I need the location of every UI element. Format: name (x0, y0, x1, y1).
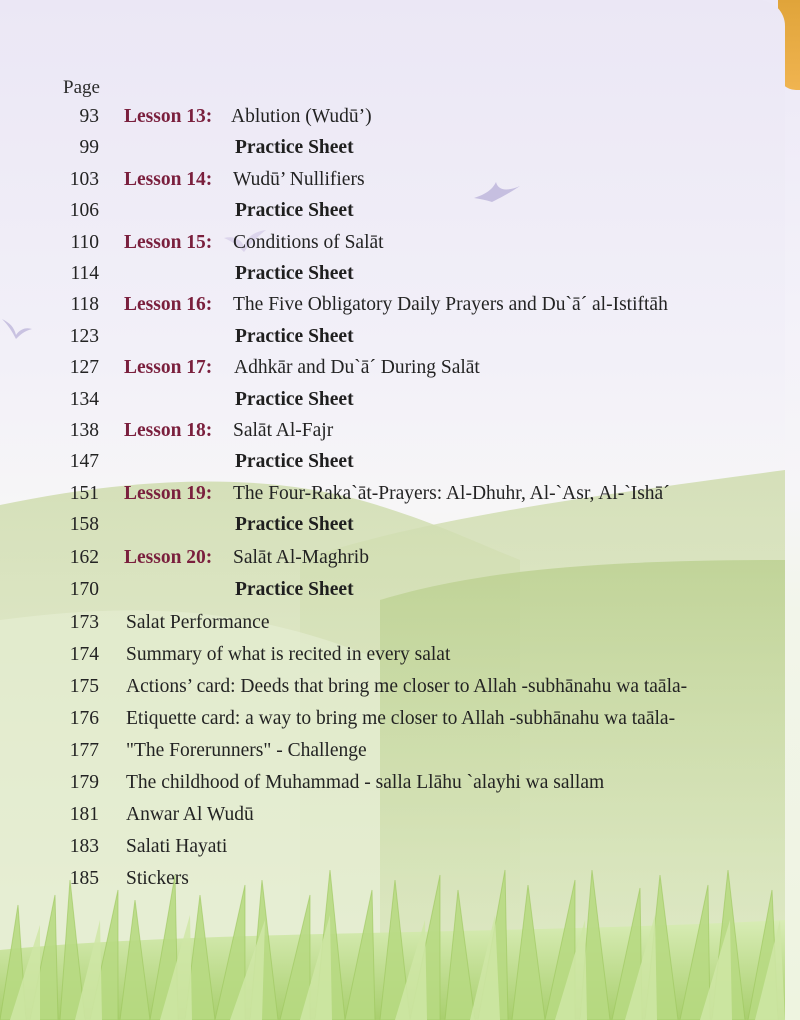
page-number: 93 (79, 106, 99, 127)
toc-lesson-row (0, 483, 785, 511)
toc-extra-row (0, 836, 785, 864)
page-number: 175 (69, 676, 99, 697)
toc-practice-row (0, 579, 785, 607)
toc-lesson-row (0, 232, 785, 260)
toc-lesson-row (0, 420, 785, 448)
toc-extra-row (0, 708, 785, 736)
page-number: 177 (69, 740, 99, 761)
toc-practice-row (0, 389, 785, 417)
page-number: 183 (69, 836, 99, 857)
lesson-title: The Four-Raka`āt-Prayers: Al-Dhuhr, Al-`Asr, Al-`Ishā´ (233, 482, 670, 504)
practice-sheet-label: Practice Sheet (235, 578, 354, 600)
page-number: 185 (69, 868, 99, 889)
page-number: 170 (69, 578, 99, 600)
lesson-label: Lesson 17: (124, 357, 213, 379)
toc-practice-row (0, 514, 785, 542)
section-title: Summary of what is recited in every salat (126, 644, 451, 665)
practice-sheet-label: Practice Sheet (235, 388, 354, 410)
lesson-label: Lesson 13: (124, 106, 213, 127)
lesson-title: Salāt Al-Fajr (233, 420, 334, 441)
toc-lesson-row (0, 169, 785, 197)
page-number: 162 (69, 547, 99, 569)
page-number: 138 (69, 420, 99, 441)
section-title: Salat Performance (126, 612, 270, 633)
practice-sheet-label: Practice Sheet (235, 200, 354, 222)
toc-extra-row (0, 868, 785, 896)
page-number: 99 (79, 137, 99, 159)
page-number: 151 (69, 482, 99, 504)
page-number: 179 (69, 772, 99, 793)
section-title: The childhood of Muhammad - salla Llāhu `alayhi wa sallam (126, 772, 605, 793)
toc-lesson-row (0, 294, 785, 322)
lesson-title: Adhkār and Du`ā´ During Salāt (234, 357, 480, 379)
toc-extra-row (0, 644, 785, 672)
page-number: 158 (69, 514, 99, 536)
practice-sheet-label: Practice Sheet (235, 325, 354, 347)
page-number: 147 (69, 451, 99, 473)
lesson-title: Wudū’ Nullifiers (233, 168, 365, 190)
practice-sheet-label: Practice Sheet (235, 137, 354, 159)
page-number: 103 (69, 168, 99, 190)
lesson-title: The Five Obligatory Daily Prayers and Du`ā´ al-Istiftāh (233, 294, 668, 316)
page-number: 106 (69, 200, 99, 222)
section-title: Salati Hayati (126, 836, 228, 857)
toc-practice-row (0, 137, 785, 165)
page-number: 181 (69, 804, 99, 825)
page-number: 114 (70, 263, 99, 284)
lesson-title: Salāt Al-Maghrib (233, 547, 369, 569)
section-title: Anwar Al Wudū (126, 804, 254, 825)
page-column-header: Page (63, 77, 100, 98)
toc-extra-row (0, 772, 785, 800)
toc-practice-row (0, 200, 785, 228)
section-title: "The Forerunners" - Challenge (126, 740, 367, 761)
page-number: 118 (70, 294, 99, 316)
toc-lesson-row (0, 547, 785, 575)
section-title: Stickers (126, 868, 189, 889)
toc-extra-row (0, 612, 785, 640)
practice-sheet-label: Practice Sheet (235, 263, 354, 284)
lesson-label: Lesson 20: (124, 547, 213, 569)
page-number: 127 (69, 357, 99, 379)
practice-sheet-label: Practice Sheet (235, 451, 354, 473)
toc-practice-row (0, 263, 785, 291)
page-number: 174 (69, 644, 99, 665)
toc-lesson-row (0, 106, 785, 134)
lesson-label: Lesson 18: (124, 420, 213, 441)
page-number: 123 (69, 325, 99, 347)
toc-extra-row (0, 740, 785, 768)
practice-sheet-label: Practice Sheet (235, 514, 354, 536)
toc-lesson-row (0, 357, 785, 385)
toc-extra-row (0, 804, 785, 832)
lesson-label: Lesson 16: (124, 294, 213, 316)
lesson-label: Lesson 19: (124, 482, 213, 504)
page-number: 173 (69, 612, 99, 633)
section-title: Etiquette card: a way to bring me closer to Allah -subhānahu wa taāla- (126, 708, 676, 729)
page-number: 110 (70, 231, 99, 253)
toc-practice-row (0, 451, 785, 479)
toc-extra-row (0, 676, 785, 704)
section-title: Actions’ card: Deeds that bring me closer to Allah -subhānahu wa taāla- (126, 676, 688, 697)
page-number: 176 (69, 708, 99, 729)
lesson-title: Ablution (Wudū’) (231, 106, 372, 127)
lesson-title: Conditions of Salāt (233, 231, 384, 253)
lesson-label: Lesson 15: (124, 231, 213, 253)
lesson-label: Lesson 14: (124, 168, 213, 190)
toc-practice-row (0, 326, 785, 354)
page-number: 134 (69, 388, 99, 410)
